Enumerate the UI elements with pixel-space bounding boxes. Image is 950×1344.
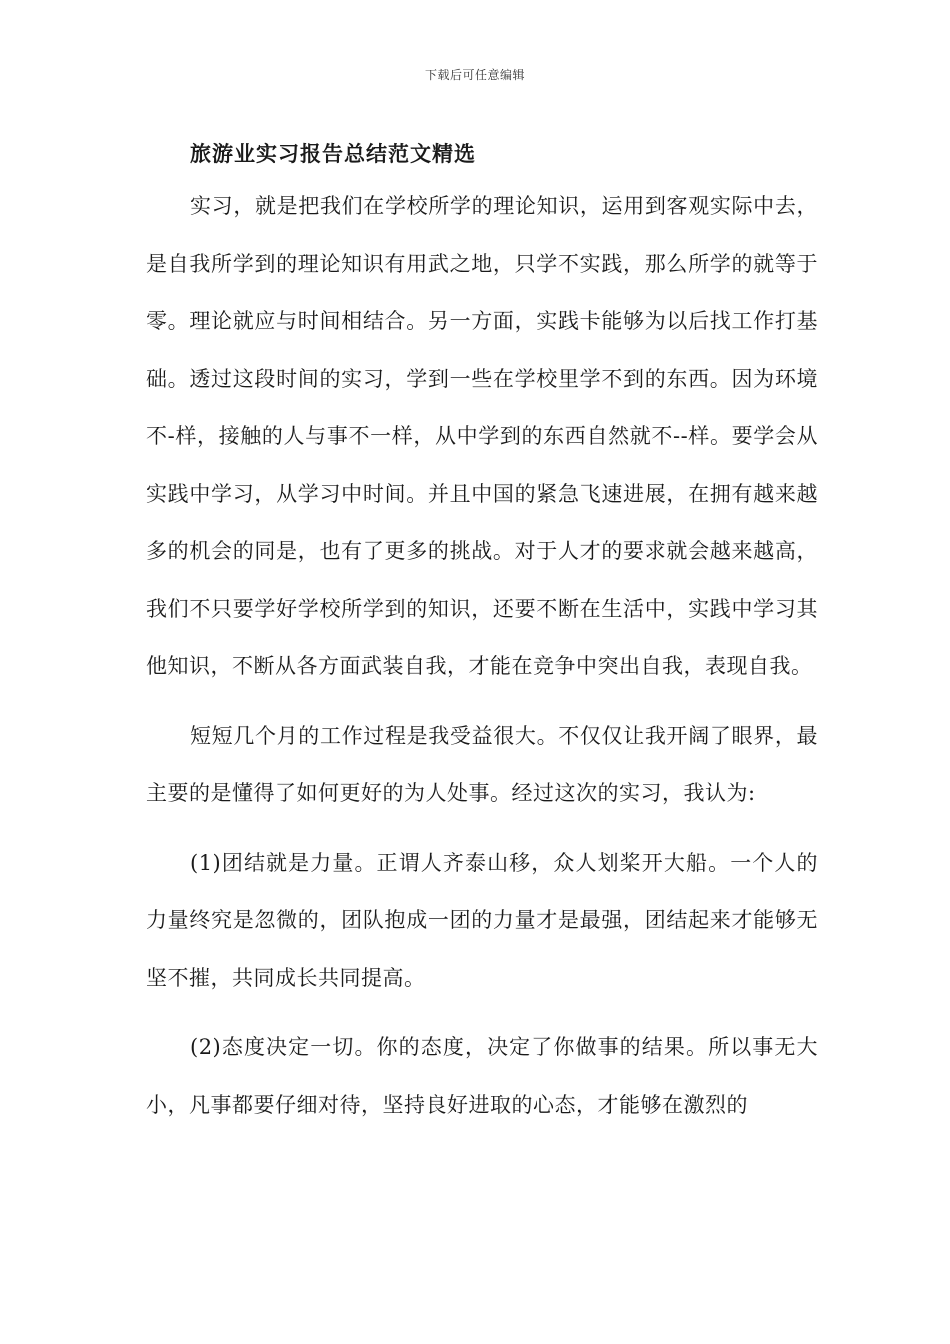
header-note: 下载后可任意编辑 [424, 68, 525, 82]
paragraph-point-2: (2)态度决定一切。你的态度，决定了你做事的结果。所以事无大小，凡事都要仔细对待，坚持良好进取的心态，才能够在激烈的 [146, 1035, 818, 1117]
document-title: 旅游业实习报告总结范文精选 [190, 141, 476, 166]
paragraph-point-1: (1)团结就是力量。正谓人齐泰山移，众人划桨开大船。一个人的力量终究是忽微的，团队抱成一团的力量才是最强，团结起来才能够无坚不摧，共同成长共同提高。 [146, 850, 818, 990]
document-body [146, 178, 818, 1134]
paragraph-benefits: 短短几个月的工作过程是我受益很大。不仅仅让我开阔了眼界，最主要的是懂得了如何更好的为人处事。经过这次的实习，我认为: [146, 723, 818, 805]
paragraph-intro: 实习，就是把我们在学校所学的理论知识，运用到客观实际中去，是自我所学到的理论知识有用武之地，只学不实践，那么所学的就等于零。理论就应与时间相结合。另一方面，实践卡能够为以后找工作打基础。透过这段时间的实习，学到一些在学校里学不到的东西。因为环境不-样，接触的人与事不一样，从中学到的东西自然就不--样。要学会从实践中学习，从学习中时间。并且中国的紧急飞速进展，在拥有越来越多的机会的同是，也有了更多的挑战。对于人才的要求就会越来越高，我们不只要学好学校所学到的知识，还要不断在生活中，实践中学习其他知识，不断从各方面武装自我，才能在竞争中突出自我，表现自我。 [146, 194, 818, 678]
